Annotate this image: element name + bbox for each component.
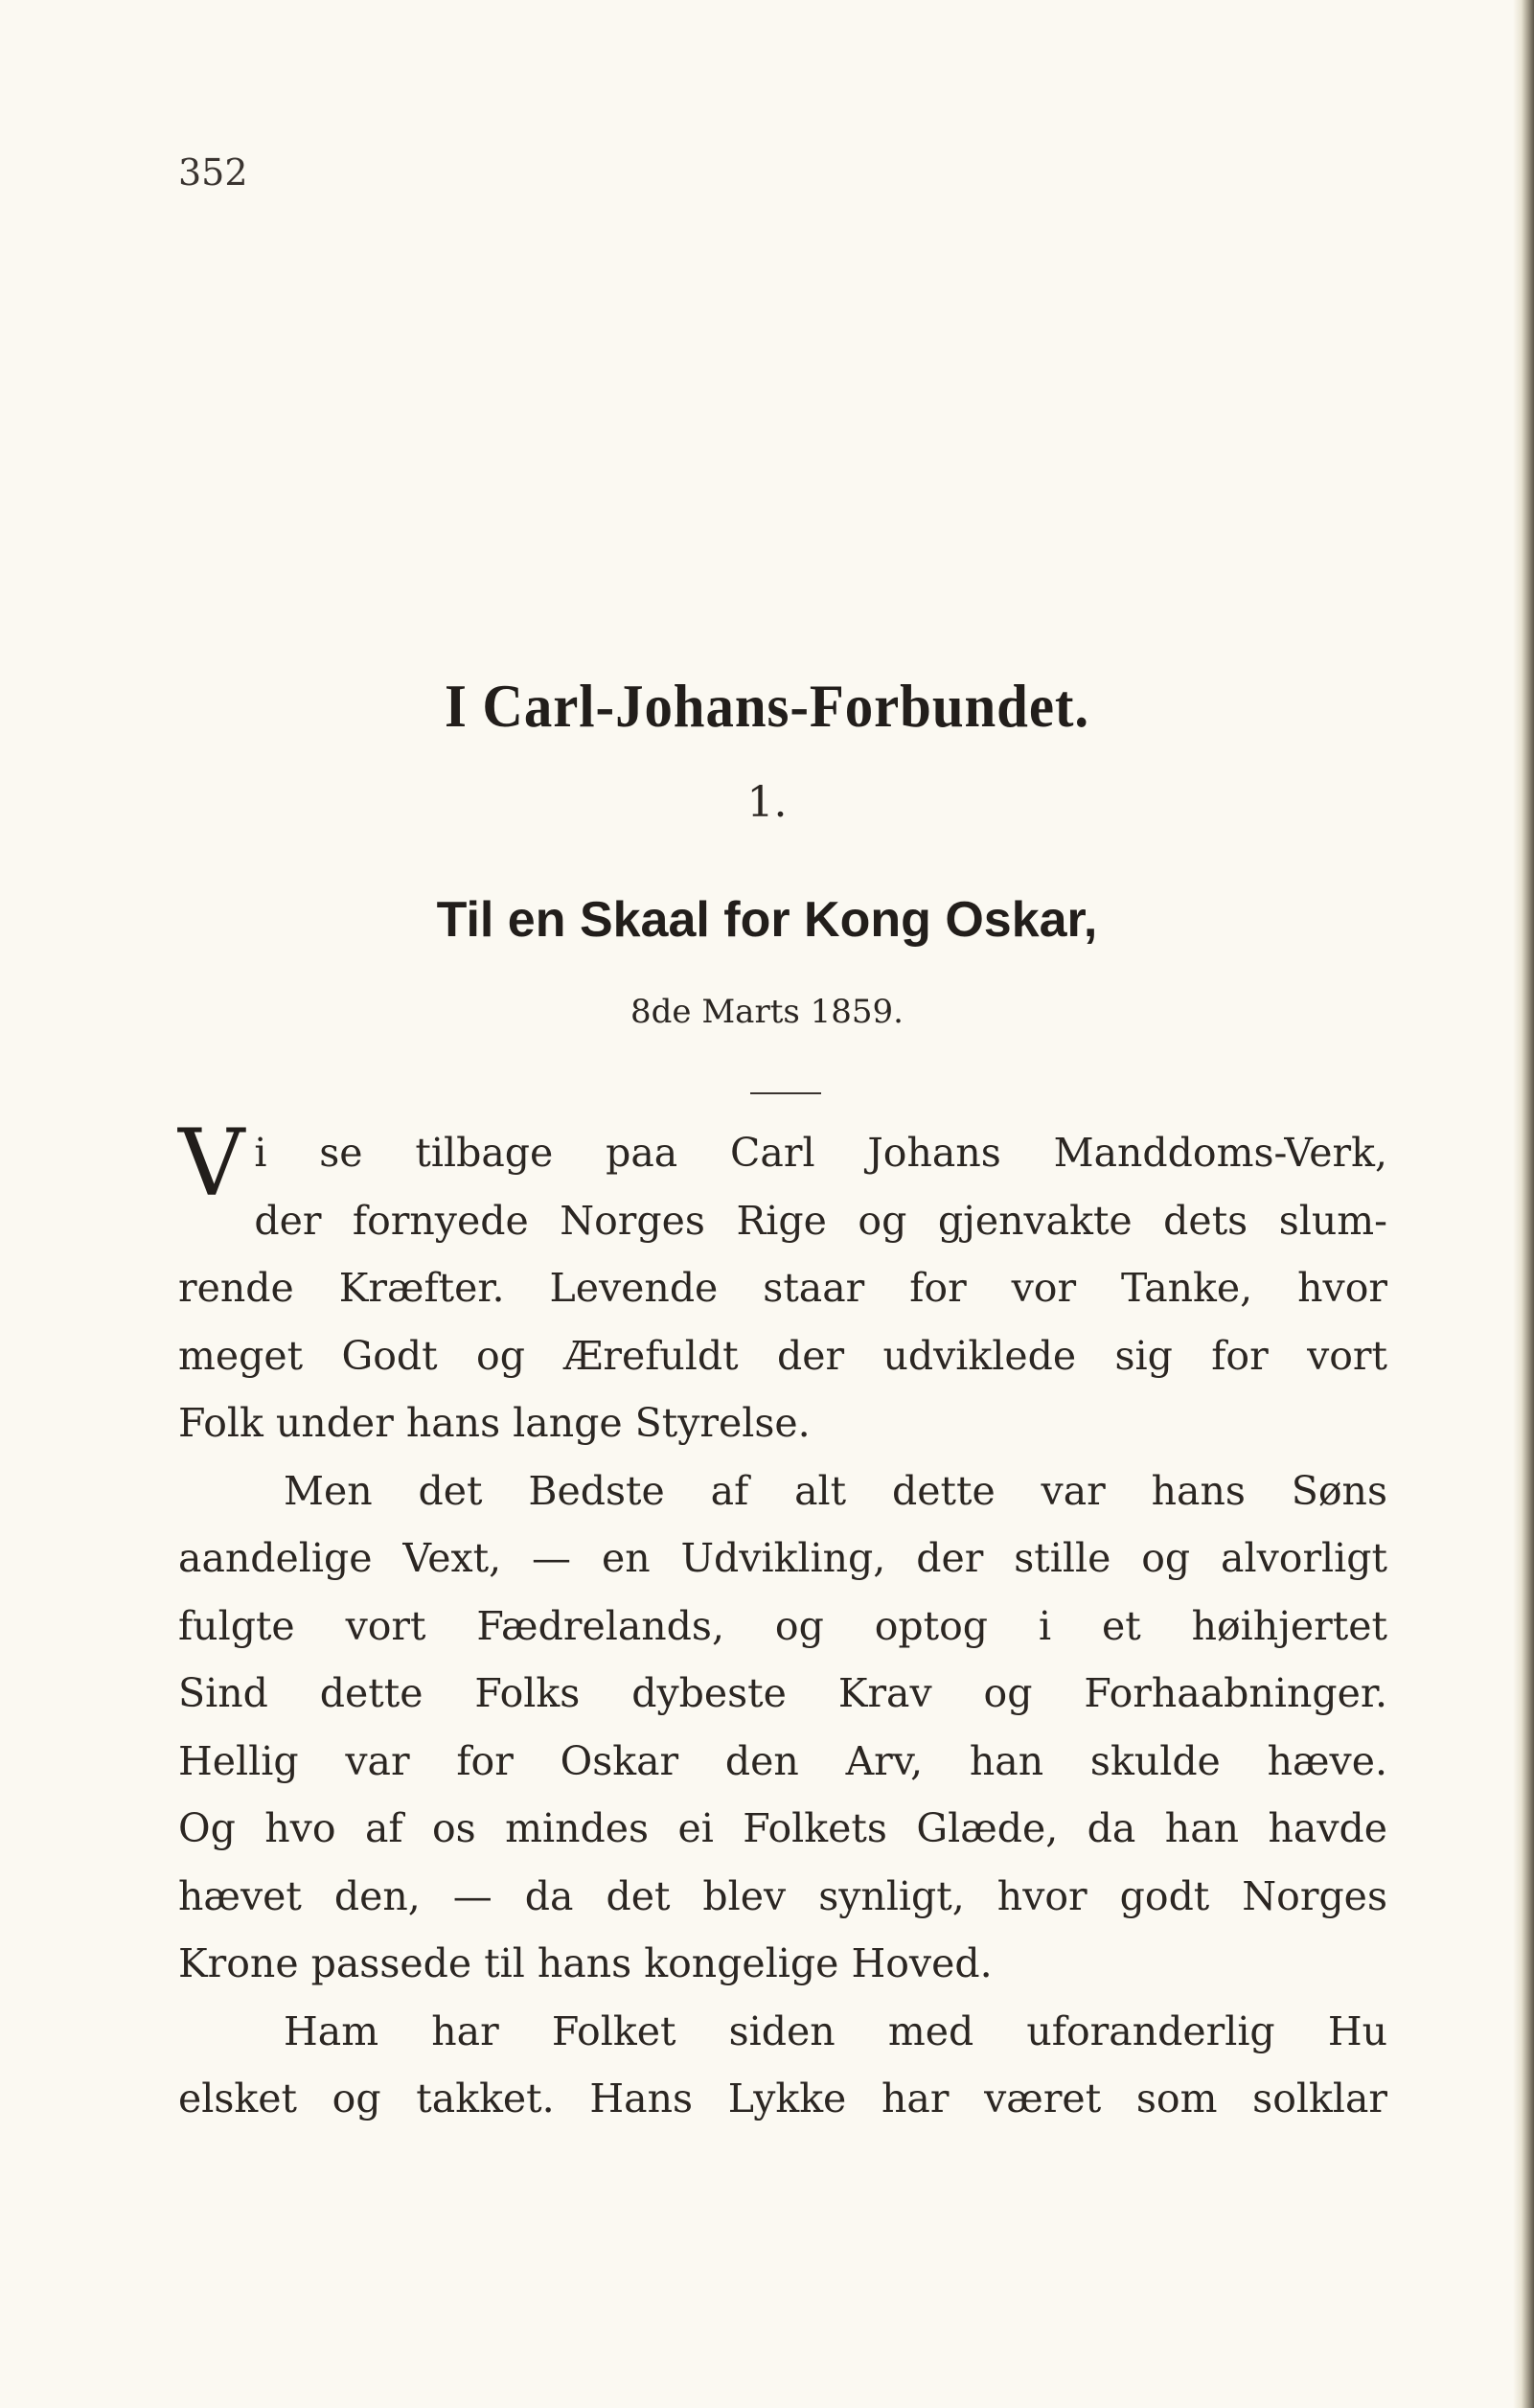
text-line: rende Kræfter. Levende staar for vor Tanke, hvor <box>178 1265 1387 1311</box>
divider-rule <box>750 1092 821 1094</box>
text-line: meget Godt og Ærefuldt der udviklede sig for vort <box>178 1332 1387 1379</box>
paragraph-2 <box>178 1457 1387 1998</box>
text-line: Krone passede til hans kongelige Hoved. <box>178 1940 993 1986</box>
text-line: der fornyede Norges Rige og gjenvakte dets slum- <box>254 1197 1387 1244</box>
paragraph-1 <box>178 1110 1387 1457</box>
drop-cap: V <box>178 1110 245 1217</box>
text-line: aandelige Vext, — en Udvikling, der stille og alvorligt <box>178 1535 1387 1581</box>
paragraph-3 <box>178 1998 1387 2133</box>
text-line: Folk under hans lange Styrelse. <box>178 1400 811 1446</box>
poem-date: 8de Marts 1859. <box>630 993 904 1031</box>
section-title: I Carl-Johans-Forbundet. <box>444 672 1090 740</box>
body-text <box>178 1110 1387 2133</box>
text-line: hævet den, — da det blev synligt, hvor godt Norges <box>178 1872 1387 1919</box>
page-number: 352 <box>178 151 248 194</box>
text-line: fulgte vort Fædrelands, og optog i et høihjertet <box>178 1602 1387 1649</box>
text-line: Hellig var for Oskar den Arv, han skulde hæve. <box>178 1737 1387 1784</box>
text-line: Ham har Folket siden med uforanderlig Hu <box>284 2007 1387 2054</box>
poem-number: 1. <box>746 778 788 827</box>
text-line: Sind dette Folks dybeste Krav og Forhaabninger. <box>178 1670 1387 1716</box>
poem-title: Til en Skaal for Kong Oskar, <box>436 892 1098 948</box>
text-line: Men det Bedste af alt dette var hans Søns <box>284 1467 1387 1514</box>
text-line: Og hvo af os mindes ei Folkets Glæde, da han havde <box>178 1805 1387 1851</box>
page-edge-shadow <box>1513 0 1534 2408</box>
text-line: i se tilbage paa Carl Johans Manddoms-Verk, <box>254 1130 1387 1176</box>
text-line: elsket og takket. Hans Lykke har været som solklar <box>178 2075 1387 2121</box>
